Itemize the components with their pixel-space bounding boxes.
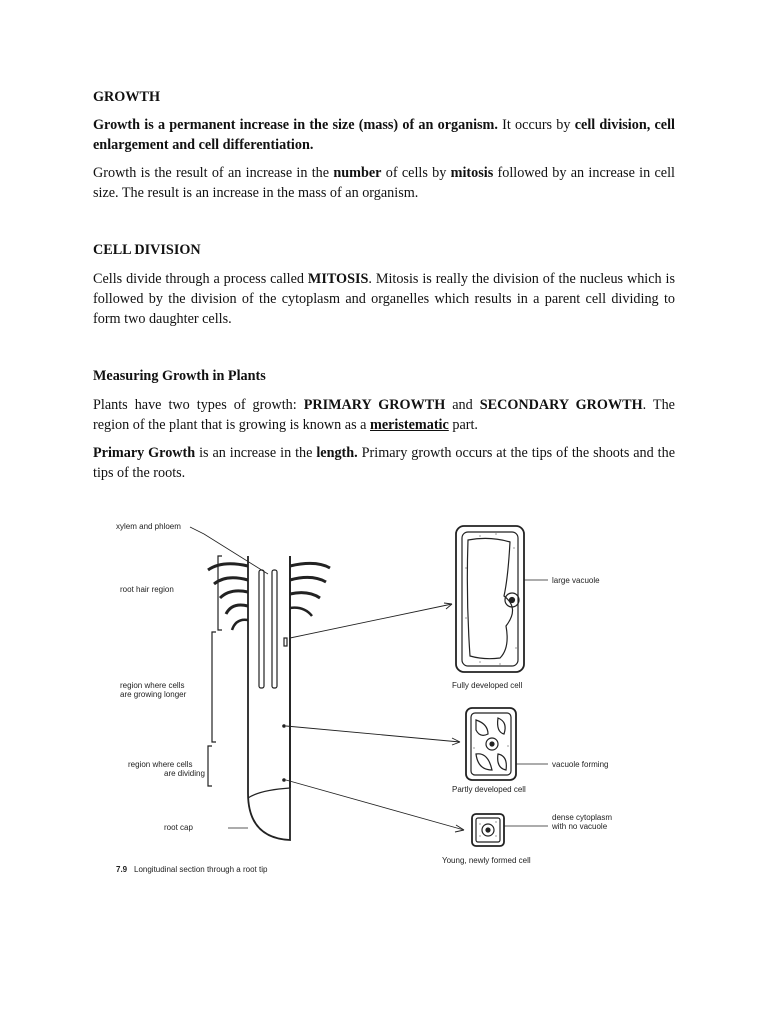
text-run: is an increase in the	[195, 445, 317, 461]
bold-secondary-growth: SECONDARY GROWTH	[479, 397, 643, 413]
growth-definition-bold: Growth is a permanent increase in the size (mass) of an organism.	[93, 117, 498, 133]
text-run: . Mitosis is really the division of the nucleus which is followed by the division of the cytoplasm and organelles which results in a parent cell dividing to form two daughter cells.	[93, 271, 676, 327]
bold-underline-meristematic: meristematic	[370, 417, 449, 433]
bracket-dividing	[208, 746, 212, 786]
text-run: and	[445, 397, 480, 413]
leader-xylem	[190, 527, 268, 574]
label-dividing-1: region where cells	[128, 760, 193, 769]
cell-division-heading: CELL DIVISION	[93, 242, 201, 258]
measuring-growth-heading: Measuring Growth in Plants	[93, 368, 266, 384]
text-run: Cells divide through a process called	[93, 271, 308, 287]
root-tip-figure	[100, 508, 640, 878]
label-dense-2: with no vacuole	[552, 822, 608, 831]
text-run: Primary growth occurs at the tips of the shoots and the tips of the roots.	[93, 445, 675, 481]
growth-heading: GROWTH	[93, 89, 161, 105]
bold-mitosis-caps: MITOSIS	[307, 271, 369, 287]
forming-vacuole	[498, 718, 506, 734]
arrow-to-partly-developed	[286, 726, 460, 742]
label-fully-developed: Fully developed cell	[452, 681, 523, 690]
bold-primary-growth: PRIMARY GROWTH	[303, 397, 446, 413]
label-xylem: xylem and phloem	[116, 522, 181, 531]
forming-vacuole	[476, 754, 492, 770]
forming-vacuole	[498, 754, 507, 770]
root-hair	[290, 593, 320, 598]
arrowhead	[444, 603, 452, 609]
bold-number: number	[333, 165, 382, 181]
text-run: Plants have two types of growth:	[93, 397, 304, 413]
growth-processes-bold: cell division, cell enlargement and cell differentiation.	[93, 117, 675, 153]
label-dividing-2: are dividing	[164, 769, 205, 778]
growth-result-paragraph	[93, 163, 675, 203]
label-growing-2: are growing longer	[120, 690, 187, 699]
text-run: part.	[448, 417, 478, 433]
growth-definition-text: It occurs by	[497, 117, 575, 133]
nucleolus	[490, 742, 494, 746]
label-root-hair: root hair region	[120, 585, 174, 594]
root-hair	[290, 608, 312, 616]
figure-caption: Longitudinal section through a root tip	[134, 865, 268, 874]
primary-growth-paragraph	[93, 443, 675, 483]
sample-marker	[284, 638, 287, 646]
label-dense-1: dense cytoplasm	[552, 813, 613, 822]
figure-caption-number: 7.9	[116, 865, 128, 874]
root-tip-diagram	[100, 508, 640, 878]
root-cap-boundary	[248, 788, 290, 798]
root-hair	[290, 577, 326, 582]
text-run: . The region of the plant that is growing is known as a	[93, 397, 675, 433]
bracket-growing	[212, 632, 216, 742]
growth-types-paragraph	[93, 395, 675, 435]
growth-definition	[93, 115, 675, 155]
label-vacuole-forming: vacuole forming	[552, 760, 609, 769]
sample-marker	[283, 725, 285, 727]
nucleolus	[510, 598, 515, 603]
sample-marker	[283, 779, 285, 781]
root-outline-left	[248, 556, 290, 840]
bracket-root-hair	[218, 556, 222, 630]
text-run: of cells by	[381, 165, 451, 181]
label-growing-1: region where cells	[120, 681, 185, 690]
arrow-to-young	[286, 780, 464, 830]
bold-mitosis: mitosis	[450, 165, 494, 181]
cell-division-paragraph	[93, 269, 675, 329]
label-partly-developed: Partly developed cell	[452, 785, 526, 794]
xylem-strand-right	[272, 570, 277, 688]
root-hair	[232, 620, 248, 630]
forming-vacuole	[476, 720, 488, 735]
nucleolus	[486, 828, 490, 832]
root-hair	[226, 605, 248, 614]
label-young-cell: Young, newly formed cell	[442, 856, 531, 865]
label-large-vacuole: large vacuole	[552, 576, 600, 585]
root-hair	[208, 564, 248, 570]
root-hair	[214, 578, 248, 584]
root-hair	[220, 591, 248, 598]
bold-length: length.	[316, 445, 358, 461]
label-root-cap: root cap	[164, 823, 193, 832]
xylem-strand-left	[259, 570, 264, 688]
arrow-to-fully-developed	[290, 604, 452, 638]
text-run: Growth is the result of an increase in the	[93, 165, 334, 181]
text-run: followed by an increase in cell size. The result is an increase in the mass of an organism.	[93, 165, 675, 201]
root-hair	[290, 563, 330, 568]
bold-primary-growth-term: Primary Growth	[93, 445, 196, 461]
